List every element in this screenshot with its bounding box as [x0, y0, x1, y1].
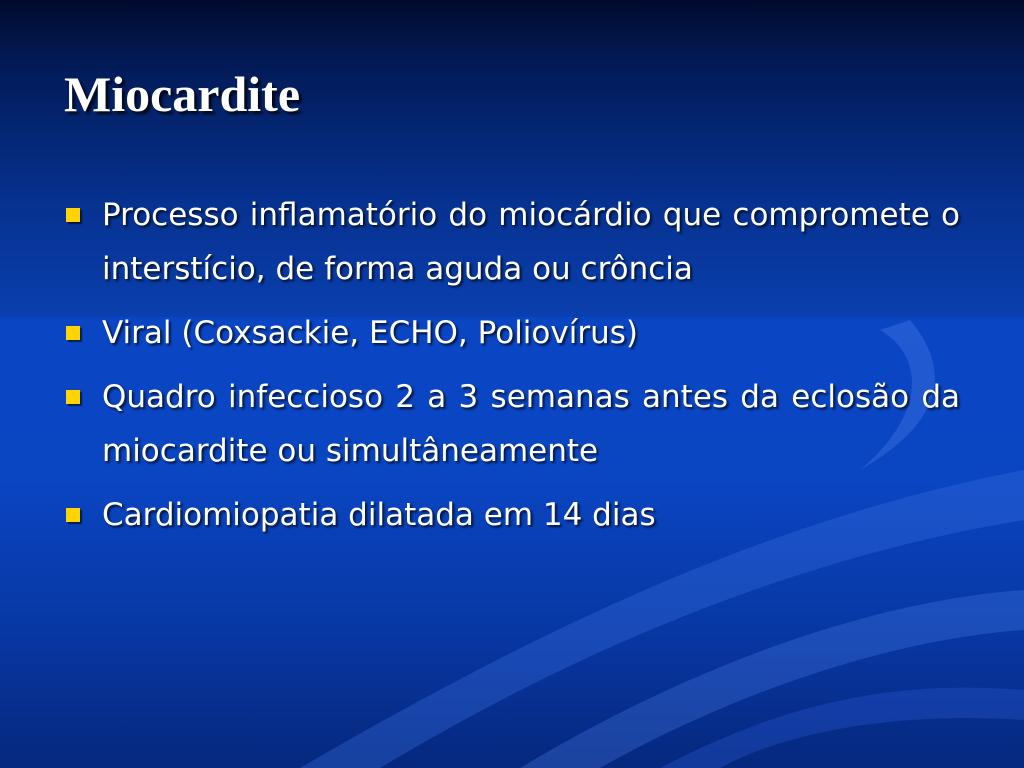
- bullet-text: Viral (Coxsackie, ECHO, Poliovírus): [102, 315, 638, 351]
- bullet-item: [64, 488, 960, 542]
- slide-title: Miocardite: [64, 66, 301, 122]
- bullet-item: [64, 306, 960, 360]
- bullet-text: Processo inflamatório do miocárdio que compromete o interstício, de forma aguda ou crôncia: [102, 197, 960, 287]
- bullet-item: [64, 370, 960, 478]
- yellow-square-bullet-icon: [66, 326, 80, 340]
- bullet-list: [64, 188, 960, 552]
- bullet-text: Cardiomiopatia dilatada em 14 dias: [102, 497, 656, 533]
- yellow-square-bullet-icon: [66, 508, 80, 522]
- bullet-text: Quadro infeccioso 2 a 3 semanas antes da eclosão da miocardite ou simultâneamente: [102, 379, 960, 469]
- yellow-square-bullet-icon: [66, 208, 80, 222]
- bullet-item: [64, 188, 960, 296]
- yellow-square-bullet-icon: [66, 390, 80, 404]
